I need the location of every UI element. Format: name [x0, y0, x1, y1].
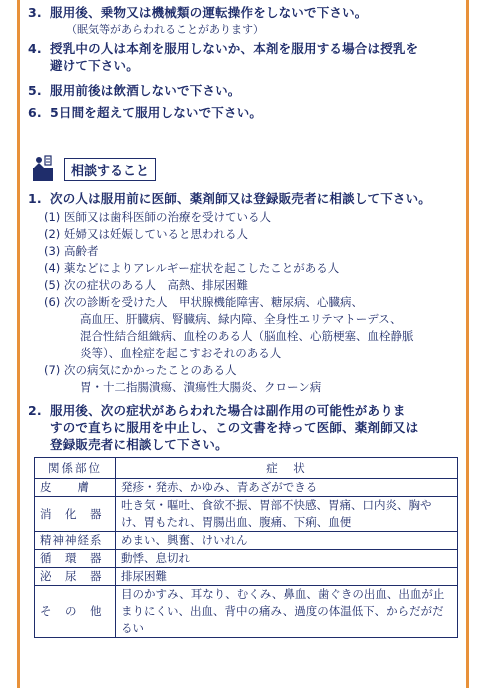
- side-effects-table: [34, 457, 458, 638]
- consult-sub-4: (4) 薬などによりアレルギー症状を起こしたことがある人: [44, 261, 340, 275]
- row-category: 泌 尿 器: [35, 568, 116, 586]
- row-symptoms: 動悸、息切れ: [116, 550, 458, 568]
- row-category: 消 化 器: [35, 497, 116, 532]
- row-category: 精神神経系: [35, 532, 116, 550]
- consult-sub-7: (7) 次の病気にかかったことのある人: [44, 363, 237, 377]
- consult-sub-6: (6) 次の診断を受けた人 甲状腺機能障害、糖尿病、心臓病、: [44, 295, 363, 309]
- table-row: [35, 550, 458, 568]
- table-row: [35, 568, 458, 586]
- row-category: 循 環 器: [35, 550, 116, 568]
- left-border-line: [17, 0, 20, 688]
- row-category: そ の 他: [35, 586, 116, 638]
- row-symptoms: 発疹・発赤、かゆみ、青あざができる: [116, 479, 458, 497]
- consult-sub-5: (5) 次の症状のある人 高熱、排尿困難: [44, 278, 248, 292]
- row-category: 皮 膚: [35, 479, 116, 497]
- section-title: 相談すること: [64, 158, 156, 181]
- item-6: 6. 5日間を超えて服用しないで下さい。: [28, 105, 263, 120]
- right-border-line: [466, 0, 469, 688]
- pharmacist-consult-icon: [30, 152, 56, 182]
- consult-sub-1: (1) 医師又は歯科医師の治療を受けている人: [44, 210, 271, 224]
- item-4: 4. 授乳中の人は本剤を服用しないか、本剤を服用する場合は授乳を 避けて下さい。: [28, 41, 419, 73]
- table-row: [35, 479, 458, 497]
- consult-sub-2: (2) 妊婦又は妊娠していると思われる人: [44, 227, 248, 241]
- item-5: 5. 服用前後は飲酒しないで下さい。: [28, 83, 241, 98]
- row-symptoms: 目のかすみ、耳なり、むくみ、鼻血、歯ぐきの出血、出血が止まりにくい、出血、背中の痛み、過度の体温低下、からだがだるい: [116, 586, 458, 638]
- header-body-part: 関係部位: [35, 458, 116, 479]
- row-symptoms: 吐き気・嘔吐、食欲不振、胃部不快感、胃痛、口内炎、胸やけ、胃もたれ、胃腸出血、腹痛、下痢、血便: [116, 497, 458, 532]
- table-header-row: [35, 458, 458, 479]
- consult-sub-6-line-3: 混合性結合組織病、血栓のある人（脳血栓、心筋梗塞、血栓静脈: [80, 329, 414, 343]
- item-3-note: （眠気等があらわれることがあります）: [66, 23, 264, 36]
- row-symptoms: めまい、興奮、けいれん: [116, 532, 458, 550]
- consult-item-1: 1. 次の人は服用前に医師、薬剤師又は登録販売者に相談して下さい。: [28, 191, 432, 206]
- consult-item-2: 2. 服用後、次の症状があらわれた場合は副作用の可能性がありま すので直ちに服用を中止し、この文書を持って医師、薬剤師又は 登録販売者に相談して下さい。: [28, 403, 419, 452]
- consult-sub-3: (3) 高齢者: [44, 244, 99, 258]
- table-row: [35, 586, 458, 638]
- header-symptoms: 症 状: [116, 458, 458, 479]
- consult-sub-6-line-4: 炎等）、血栓症を起こすおそれのある人: [80, 346, 282, 360]
- row-symptoms: 排尿困難: [116, 568, 458, 586]
- table-row: [35, 532, 458, 550]
- consult-sub-6-line-2: 高血圧、肝臓病、腎臓病、緑内障、全身性エリテマトーデス、: [80, 312, 402, 326]
- table-row: [35, 497, 458, 532]
- consult-sub-7-line-2: 胃・十二指腸潰瘍、潰瘍性大腸炎、クローン病: [80, 380, 322, 394]
- item-3: 3. 服用後、乗物又は機械類の運転操作をしないで下さい。: [28, 5, 368, 20]
